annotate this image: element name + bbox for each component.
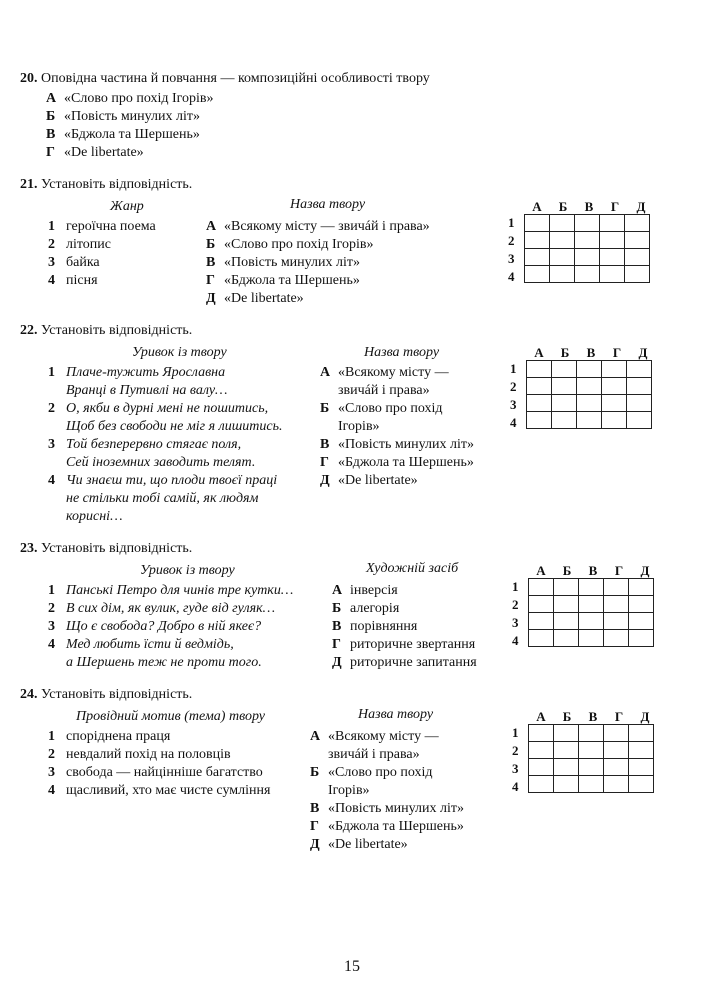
answer-cell[interactable] [604,596,629,613]
answer-cell[interactable] [604,759,629,776]
grid-column-label: Б [560,345,570,360]
q22-answer-grid [506,344,666,434]
option-letter: Д [332,655,342,670]
answer-cell[interactable] [554,725,579,742]
option-text-line: звичáй і права» [338,383,430,398]
item-text: байка [66,255,100,270]
answer-cell[interactable] [550,249,575,266]
answer-cell[interactable] [579,776,604,793]
answer-grid-row [529,776,654,793]
answer-cell[interactable] [629,759,654,776]
q24-right-item-c [310,800,464,818]
answer-grid-row [529,596,654,613]
answer-cell[interactable] [525,215,550,232]
q22-title [20,322,192,340]
q22-right-item-d [320,454,474,472]
q23-right-item-e [332,654,477,672]
q20-text: Оповідна частина й повчання — композиційні особливості твору [41,71,430,86]
option-text-line: Ігорів» [338,419,380,434]
answer-cell[interactable] [579,759,604,776]
q24-left-item-1 [48,728,170,746]
answer-cell[interactable] [600,215,625,232]
grid-row-label: 3 [512,615,519,630]
answer-cell[interactable] [554,613,579,630]
option-text-line: «Всякому місту — [328,729,439,744]
grid-column-label: Д [640,709,650,724]
grid-column-label: А [536,709,546,724]
answer-cell[interactable] [525,249,550,266]
grid-column-label: В [588,563,598,578]
option-letter: А [206,219,217,234]
q22-text: Установіть відповідність. [41,323,193,338]
grid-column-label: Д [640,563,650,578]
grid-row-label: 1 [512,579,519,594]
q22-left-item-1 [48,364,227,400]
item-number: 1 [48,219,55,234]
grid-row-label: 2 [508,233,515,248]
option-letter: В [332,619,342,634]
grid-row-label: 4 [508,269,515,284]
item-text: літопис [66,237,112,252]
item-text-line: О, якби в дурні мені не пошитись, [66,401,269,416]
q24-left-item-3 [48,764,263,782]
grid-column-label: А [536,563,546,578]
grid-row-label: 2 [512,743,519,758]
answer-grid-table [528,578,654,647]
answer-cell[interactable] [602,395,627,412]
answer-grid-row [525,232,650,249]
item-text: невдалий похід на половців [66,747,231,762]
q24-right-item-d [310,818,464,836]
q23-left-item-1 [48,582,293,600]
answer-grid-row [529,742,654,759]
option-text: інверсія [350,583,398,598]
q23-text: Установіть відповідність. [41,541,193,556]
option-letter: А [46,91,57,106]
grid-column-label: В [584,199,594,214]
item-number: 3 [48,765,55,780]
grid-column-label: А [532,199,542,214]
grid-column-label: А [534,345,544,360]
grid-column-label: Г [612,345,622,360]
answer-cell[interactable] [527,395,552,412]
answer-cell[interactable] [577,378,602,395]
item-text-line: Чи знаєш ти, що плоди твоєї праці [66,473,278,488]
grid-column-label: Б [562,563,572,578]
answer-cell[interactable] [552,361,577,378]
option-text: алегорія [350,601,400,616]
q24-right-header: Назва твору [358,707,434,722]
answer-grid-row [527,412,652,429]
option-text-line: «Повість минулих літ» [338,437,475,452]
answer-cell[interactable] [529,596,554,613]
q22-left-item-3 [48,436,255,472]
answer-cell[interactable] [577,395,602,412]
q21-title [20,176,192,194]
option-text: «Всякому місту — звичáй і права» [224,219,430,234]
item-text-line: Панські Петро для чинів тре кутки… [66,583,294,598]
q24-number: 24. [20,687,38,702]
q24-right-item-b [310,764,433,800]
q20-title [20,70,430,88]
answer-cell[interactable] [529,759,554,776]
q22-right-item-c [320,436,474,454]
grid-row-label: 1 [508,215,515,230]
q22-left-item-4 [48,472,277,526]
q21-text: Установіть відповідність. [41,177,193,192]
answer-cell[interactable] [629,579,654,596]
grid-row-label: 4 [512,633,519,648]
answer-cell[interactable] [550,232,575,249]
option-letter: А [310,729,321,744]
q20-number: 20. [20,71,38,86]
q20-option-d [46,144,144,162]
answer-grid-row [529,613,654,630]
answer-grid-row [529,579,654,596]
answer-cell[interactable] [602,361,627,378]
q21-right-item-d [206,272,360,290]
answer-cell[interactable] [625,215,650,232]
answer-cell[interactable] [527,361,552,378]
option-text-line: «De libertate» [328,837,408,852]
q23-left-item-4 [48,636,262,672]
option-letter: В [320,437,330,452]
q23-number: 23. [20,541,38,556]
grid-column-label: Д [636,199,646,214]
q21-left-item-1 [48,218,156,236]
grid-column-label: Г [614,709,624,724]
option-text: порівняння [350,619,418,634]
answer-cell[interactable] [525,232,550,249]
option-letter: Д [320,473,330,488]
option-letter: В [206,255,216,270]
item-number: 3 [48,255,55,270]
answer-grid-row [527,378,652,395]
option-text-line: «De libertate» [338,473,418,488]
answer-cell[interactable] [627,378,652,395]
option-letter: А [320,365,331,380]
item-text-line: а Шершень теж не проти того. [66,655,262,670]
answer-grid-row [529,725,654,742]
answer-cell[interactable] [604,630,629,647]
answer-cell[interactable] [529,776,554,793]
q21-right-item-c [206,254,360,272]
grid-row-label: 2 [512,597,519,612]
option-text: «De libertate» [224,291,304,306]
item-text-line: Вранці в Путивлі на валу… [66,383,228,398]
option-letter: Б [46,109,56,124]
item-text: свобода — найцінніше багатство [66,765,263,780]
q21-right-item-b [206,236,374,254]
option-text: «Слово про похід Ігорів» [64,91,214,106]
answer-cell[interactable] [629,596,654,613]
option-text: риторичне звертання [350,637,476,652]
answer-cell[interactable] [579,630,604,647]
item-number: 4 [48,473,55,488]
grid-column-label: Б [562,709,572,724]
q21-left-item-2 [48,236,111,254]
q23-left-header: Уривок із твору [140,563,235,578]
answer-cell[interactable] [579,613,604,630]
q20-option-a [46,90,214,108]
grid-row-label: 3 [508,251,515,266]
q23-right-header: Художній засіб [366,561,459,576]
grid-row-label: 4 [510,415,517,430]
option-text-line: «Бджола та Шершень» [328,819,464,834]
q20-option-c [46,126,200,144]
answer-cell[interactable] [629,630,654,647]
option-text: «De libertate» [64,145,144,160]
answer-cell[interactable] [575,266,600,283]
q22-left-header: Уривок із твору [132,345,227,360]
q24-right-item-a [310,728,439,764]
option-text-line: «Повість минулих літ» [328,801,465,816]
q24-text: Установіть відповідність. [41,687,193,702]
grid-row-label: 3 [510,397,517,412]
answer-cell[interactable] [577,412,602,429]
answer-cell[interactable] [529,630,554,647]
item-text-line: Плаче-тужить Ярославна [66,365,226,380]
item-text-line: Щоб без свободи не міг я лишитись. [66,419,283,434]
answer-cell[interactable] [604,742,629,759]
q23-left-item-3 [48,618,261,636]
answer-cell[interactable] [575,232,600,249]
option-letter: В [310,801,320,816]
answer-cell[interactable] [625,266,650,283]
grid-column-label: В [588,709,598,724]
q24-answer-grid [508,708,668,798]
item-text-line: корисні… [66,509,123,524]
answer-cell[interactable] [529,579,554,596]
answer-cell[interactable] [554,776,579,793]
grid-row-label: 3 [512,761,519,776]
item-number: 2 [48,237,55,252]
item-number: 2 [48,747,55,762]
answer-cell[interactable] [554,630,579,647]
answer-cell[interactable] [579,742,604,759]
q22-left-item-2 [48,400,283,436]
option-letter: Г [46,145,55,160]
answer-cell[interactable] [627,412,652,429]
item-number: 4 [48,637,55,652]
page-number: 15 [344,958,360,975]
answer-cell[interactable] [579,579,604,596]
item-number: 1 [48,583,55,598]
item-text-line: В сих дім, як вулик, гуде від гуляк… [66,601,276,616]
q21-left-item-3 [48,254,100,272]
grid-column-label: Г [614,563,624,578]
q24-right-item-e [310,836,408,854]
grid-row-label: 2 [510,379,517,394]
item-text: пісня [66,273,98,288]
option-text: риторичне запитання [350,655,477,670]
item-number: 3 [48,619,55,634]
answer-grid-row [525,215,650,232]
answer-cell[interactable] [577,361,602,378]
answer-cell[interactable] [579,725,604,742]
option-letter: Д [206,291,216,306]
option-letter: А [332,583,343,598]
answer-cell[interactable] [575,215,600,232]
item-number: 2 [48,601,55,616]
grid-column-label: В [586,345,596,360]
option-text-line: «Бджола та Шершень» [338,455,474,470]
answer-grid-row [527,395,652,412]
answer-cell[interactable] [604,725,629,742]
answer-cell[interactable] [554,742,579,759]
q20-option-b [46,108,200,126]
option-text-line: «Слово про похід [338,401,443,416]
q21-right-item-a [206,218,430,236]
item-number: 3 [48,437,55,452]
q22-number: 22. [20,323,38,338]
option-text: «Повість минулих літ» [224,255,361,270]
q21-number: 21. [20,177,38,192]
answer-grid-table [528,724,654,793]
grid-row-label: 1 [510,361,517,376]
answer-cell[interactable] [554,759,579,776]
answer-cell[interactable] [575,249,600,266]
q24-left-item-2 [48,746,231,764]
answer-cell[interactable] [604,776,629,793]
q21-right-header: Назва твору [290,197,366,212]
answer-grid-row [525,266,650,283]
q23-title [20,540,192,558]
item-text: споріднена праця [66,729,171,744]
q21-answer-grid [504,198,664,288]
item-text-line: Сей іноземних заводить телят. [66,455,256,470]
item-text-line: Той безперервно стягає поля, [66,437,242,452]
option-letter: Д [310,837,320,852]
grid-row-label: 1 [512,725,519,740]
answer-cell[interactable] [604,579,629,596]
item-number: 1 [48,365,55,380]
answer-cell[interactable] [554,596,579,613]
q21-left-header: Жанр [110,199,144,214]
option-text-line: «Всякому місту — [338,365,449,380]
answer-cell[interactable] [527,412,552,429]
option-text-line: «Слово про похід [328,765,433,780]
option-letter: Б [206,237,216,252]
option-text-line: Ігорів» [328,783,370,798]
answer-cell[interactable] [600,232,625,249]
q22-right-item-e [320,472,418,490]
answer-cell[interactable] [629,725,654,742]
answer-grid-row [529,759,654,776]
answer-cell[interactable] [600,249,625,266]
q24-left-header: Провідний мотив (тема) твору [76,709,265,724]
answer-cell[interactable] [604,613,629,630]
answer-grid-row [525,249,650,266]
answer-cell[interactable] [579,596,604,613]
answer-grid-row [529,630,654,647]
q23-right-item-c [332,618,417,636]
answer-cell[interactable] [550,266,575,283]
option-letter: Г [332,637,341,652]
answer-cell[interactable] [625,249,650,266]
q23-answer-grid [508,562,668,652]
answer-grid-row [527,361,652,378]
option-letter: Б [310,765,320,780]
item-text: героїчна поема [66,219,156,234]
item-text-line: Мед любить їсти й ведмідь, [66,637,234,652]
item-text-line: Що є свобода? Добро в ній якеє? [66,619,262,634]
answer-cell[interactable] [602,412,627,429]
item-number: 4 [48,783,55,798]
q21-right-item-e [206,290,304,308]
option-letter: Б [320,401,330,416]
answer-cell[interactable] [627,361,652,378]
item-text: щасливий, хто має чисте сумління [66,783,271,798]
option-text: «Бджола та Шершень» [64,127,200,142]
answer-grid-table [526,360,652,429]
answer-grid-table [524,214,650,283]
answer-cell[interactable] [550,215,575,232]
grid-column-label: Б [558,199,568,214]
option-letter: Г [206,273,215,288]
option-text: «Слово про похід Ігорів» [224,237,374,252]
q24-left-item-4 [48,782,270,800]
q22-right-item-a [320,364,449,400]
answer-cell[interactable] [629,776,654,793]
option-text: «Бджола та Шершень» [224,273,360,288]
answer-cell[interactable] [629,742,654,759]
answer-cell[interactable] [602,378,627,395]
q23-right-item-d [332,636,475,654]
answer-cell[interactable] [529,725,554,742]
q24-title [20,686,192,704]
grid-row-label: 4 [512,779,519,794]
answer-cell[interactable] [552,412,577,429]
q23-left-item-2 [48,600,275,618]
item-text-line: не стільки тобі самій, як людям [66,491,259,506]
q22-right-header: Назва твору [364,345,440,360]
q22-right-item-b [320,400,443,436]
item-number: 4 [48,273,55,288]
answer-cell[interactable] [527,378,552,395]
option-text: «Повість минулих літ» [64,109,201,124]
grid-column-label: Д [638,345,648,360]
q23-right-item-b [332,600,399,618]
option-text-line: звичáй і права» [328,747,420,762]
answer-cell[interactable] [625,232,650,249]
answer-cell[interactable] [554,579,579,596]
option-letter: Г [320,455,329,470]
answer-cell[interactable] [552,378,577,395]
answer-cell[interactable] [552,395,577,412]
answer-cell[interactable] [627,395,652,412]
grid-column-label: Г [610,199,620,214]
answer-cell[interactable] [529,742,554,759]
item-number: 1 [48,729,55,744]
option-letter: Б [332,601,342,616]
option-letter: Г [310,819,319,834]
item-number: 2 [48,401,55,416]
option-letter: В [46,127,56,142]
answer-cell[interactable] [529,613,554,630]
q21-left-item-4 [48,272,98,290]
answer-cell[interactable] [629,613,654,630]
answer-cell[interactable] [525,266,550,283]
q23-right-item-a [332,582,398,600]
answer-cell[interactable] [600,266,625,283]
